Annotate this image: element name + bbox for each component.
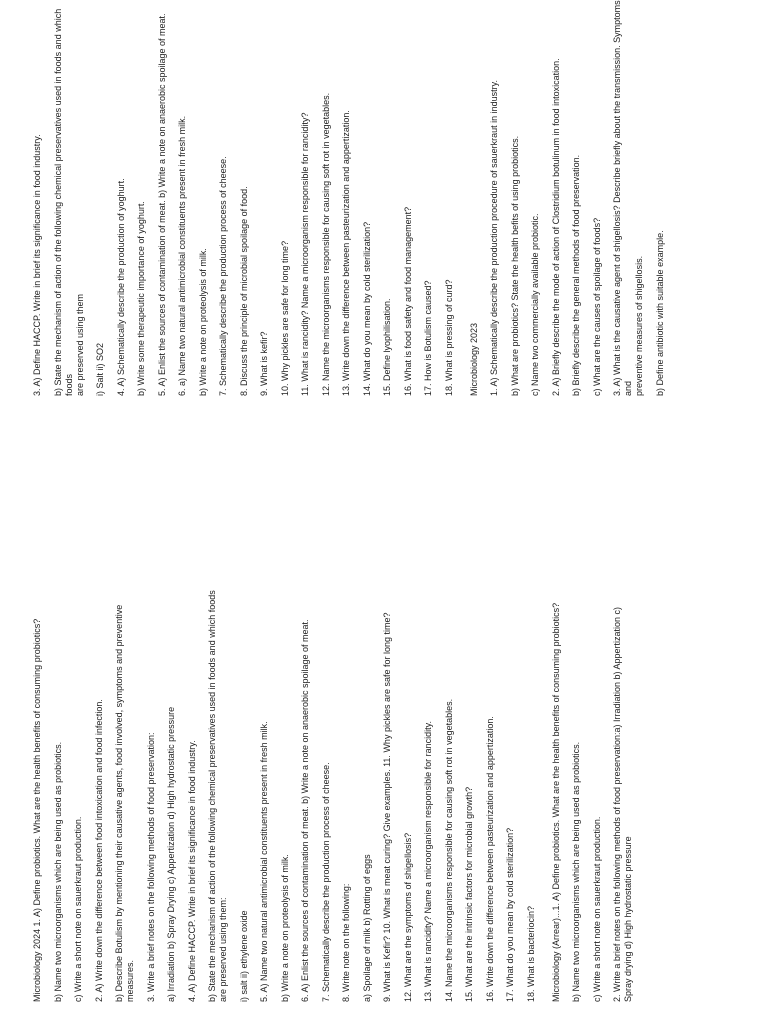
question-line: 15. Define lyophilisation. [382, 298, 392, 396]
question-line: 11. What is rancidity? Name a microorganism responsible for rancidity? [300, 112, 310, 396]
question-line: 8. Write note on the following: [341, 883, 351, 1002]
question-line: 12. Name the microorganisms responsible for causing soft rot in vegetables. [320, 92, 331, 396]
question-line: 8. Discuss the principle of microbial spoilage of food. [238, 186, 249, 396]
section-heading: Microbiology 2023 [468, 322, 479, 396]
question-line: b) Briefly describe the general methods of food preservation. [571, 154, 581, 396]
question-line: 5. A) Enlist the sources of contamination of meat. b) Write a note on anaerobic spoilage of meat. [156, 13, 167, 396]
question-line: b) Describe Botulism by mentioning their causative agents, food involved, symptoms and preventive measures. [114, 604, 135, 1002]
question-line: 6. A) Enlist the sources of contamination of meat. b) Write a note on anaerobic spoilage of meat. [300, 619, 310, 1002]
question-line: 6. a) Name two natural antimicrobial constituents present in fresh milk. [177, 115, 187, 396]
question-line: 3. Write a brief notes on the following methods of food preservation: [145, 732, 156, 1002]
question-line: 18. What is bacteriocin? [525, 905, 536, 1002]
question-line: i) Salt ii) SO2 [95, 342, 105, 396]
question-line: c) Name two commercially available probiotic. [530, 213, 540, 396]
question-line: 9. What is Kefir? 10. What is meat curing? Give examples. 11. Why pickles are safe for long time? [382, 612, 392, 1002]
question-line: 1. A) Schematically describe the production procedure of sauerkraut in industry. [489, 80, 499, 396]
question-line: 7. Schematically describe the production process of cheese. [218, 156, 228, 396]
question-line: 13. Write down the difference between pasteurization and appertization. [341, 110, 351, 396]
question-line: a) Spoilage of milk b) Rotting of eggs [361, 854, 372, 1002]
question-line: c) What are the causes of spoilage of foods? [591, 217, 602, 396]
question-line: b) State the mechanism of action of the following chemical preservatives used in foods and which foods are preserved using them [52, 8, 85, 396]
section-heading: Microbiology (Arrear)...1. A) Define probiotics. What are the health benefits of consuming probiotics? [550, 602, 561, 1002]
right-column [32, 0, 675, 396]
question-line: 5. A) Name two natural antimicrobial constituents present in fresh milk. [259, 721, 269, 1002]
question-line: 3. A) Define HACCP. Write in brief its significance in food industry. [32, 134, 42, 396]
question-line: 17. What do you mean by cold sterilization? [505, 827, 515, 1002]
question-line: 9. What is kefir? [259, 331, 269, 396]
question-line: a) Irradiation b) Spray Drying c) Appertization d) High hydrostatic pressure [166, 706, 176, 1002]
left-column [32, 532, 644, 1002]
question-line: b) Write a note on proteolysis of milk. [279, 854, 290, 1002]
question-line: b) Write a note on proteolysis of milk. [197, 248, 208, 396]
question-line: i) salt ii) ethylene oxide [238, 910, 249, 1002]
question-line: b) Name two microorganisms which are being used as probiotics. [571, 741, 581, 1002]
question-line: 2. A) Briefly describe the mode of action of Clostridium botulinum in food intoxication. [550, 58, 561, 396]
question-line: b) Define antibiotic with suitable example. [654, 230, 665, 396]
question-line: c) Write a short note on sauerkraut production. [73, 816, 83, 1002]
question-line: 4. A) Define HACCP. Write in brief its significance in food industry. [186, 740, 197, 1002]
question-line: 16. Write down the difference between pasteurization and appertization. [484, 716, 495, 1002]
question-line: 14. What do you mean by cold sterilization? [361, 221, 372, 396]
question-line: 3. A) What is the causative agent of shigellosis? Describe briefly about the transmission. Symptoms and preventive measures of shigellosis. [612, 0, 644, 396]
question-line: 12. What are the symptoms of shigellosis? [402, 832, 413, 1002]
question-line: 2. A) Write down the difference between food intoxication and food infection. [93, 699, 104, 1002]
question-line: b) What are probiotics? State the health befits of using probiotics. [509, 135, 520, 396]
question-line: 13. What is rancidity? Name a microorganism responsible for rancidity. [423, 721, 433, 1002]
question-line: b) State the mechanism of action of the following chemical preservatives used in foods and which foods are preserved using them: [207, 590, 228, 1002]
question-line: 4. A) Schematically describe the production of yoghurt. [115, 178, 126, 396]
question-line: b) Write some therapeutic importance of yoghurt. [136, 201, 146, 396]
question-line: 15. What are the intrinsic factors for microbial growth? [464, 786, 474, 1002]
question-line: c) Write a short note on sauerkraut production. [591, 816, 602, 1002]
question-line: 14. Name the microorganisms responsible for causing soft rot in vegetables. [443, 698, 454, 1002]
question-line: 18. What is pressing of curd? [443, 279, 454, 396]
question-line: b) Name two microorganisms which are being used as probiotics. [52, 741, 63, 1002]
question-line: Microbiology 2024 1. A) Define probiotics. What are the health benefits of consuming probiotics? [32, 618, 42, 1002]
question-line: 10. Why pickles are safe for long time? [279, 240, 290, 396]
question-line: 7. Schematically describe the production process of cheese. [320, 762, 331, 1002]
question-line: 2. Write a brief notes on the following methods of food preservation:a) Irradiation b) Appertization c) Spray drying d) High hydrostatic pressure [612, 606, 633, 1002]
question-line: 16. What is food safety and food management? [402, 206, 413, 396]
question-line: 17. How is Botulism caused? [423, 280, 433, 396]
